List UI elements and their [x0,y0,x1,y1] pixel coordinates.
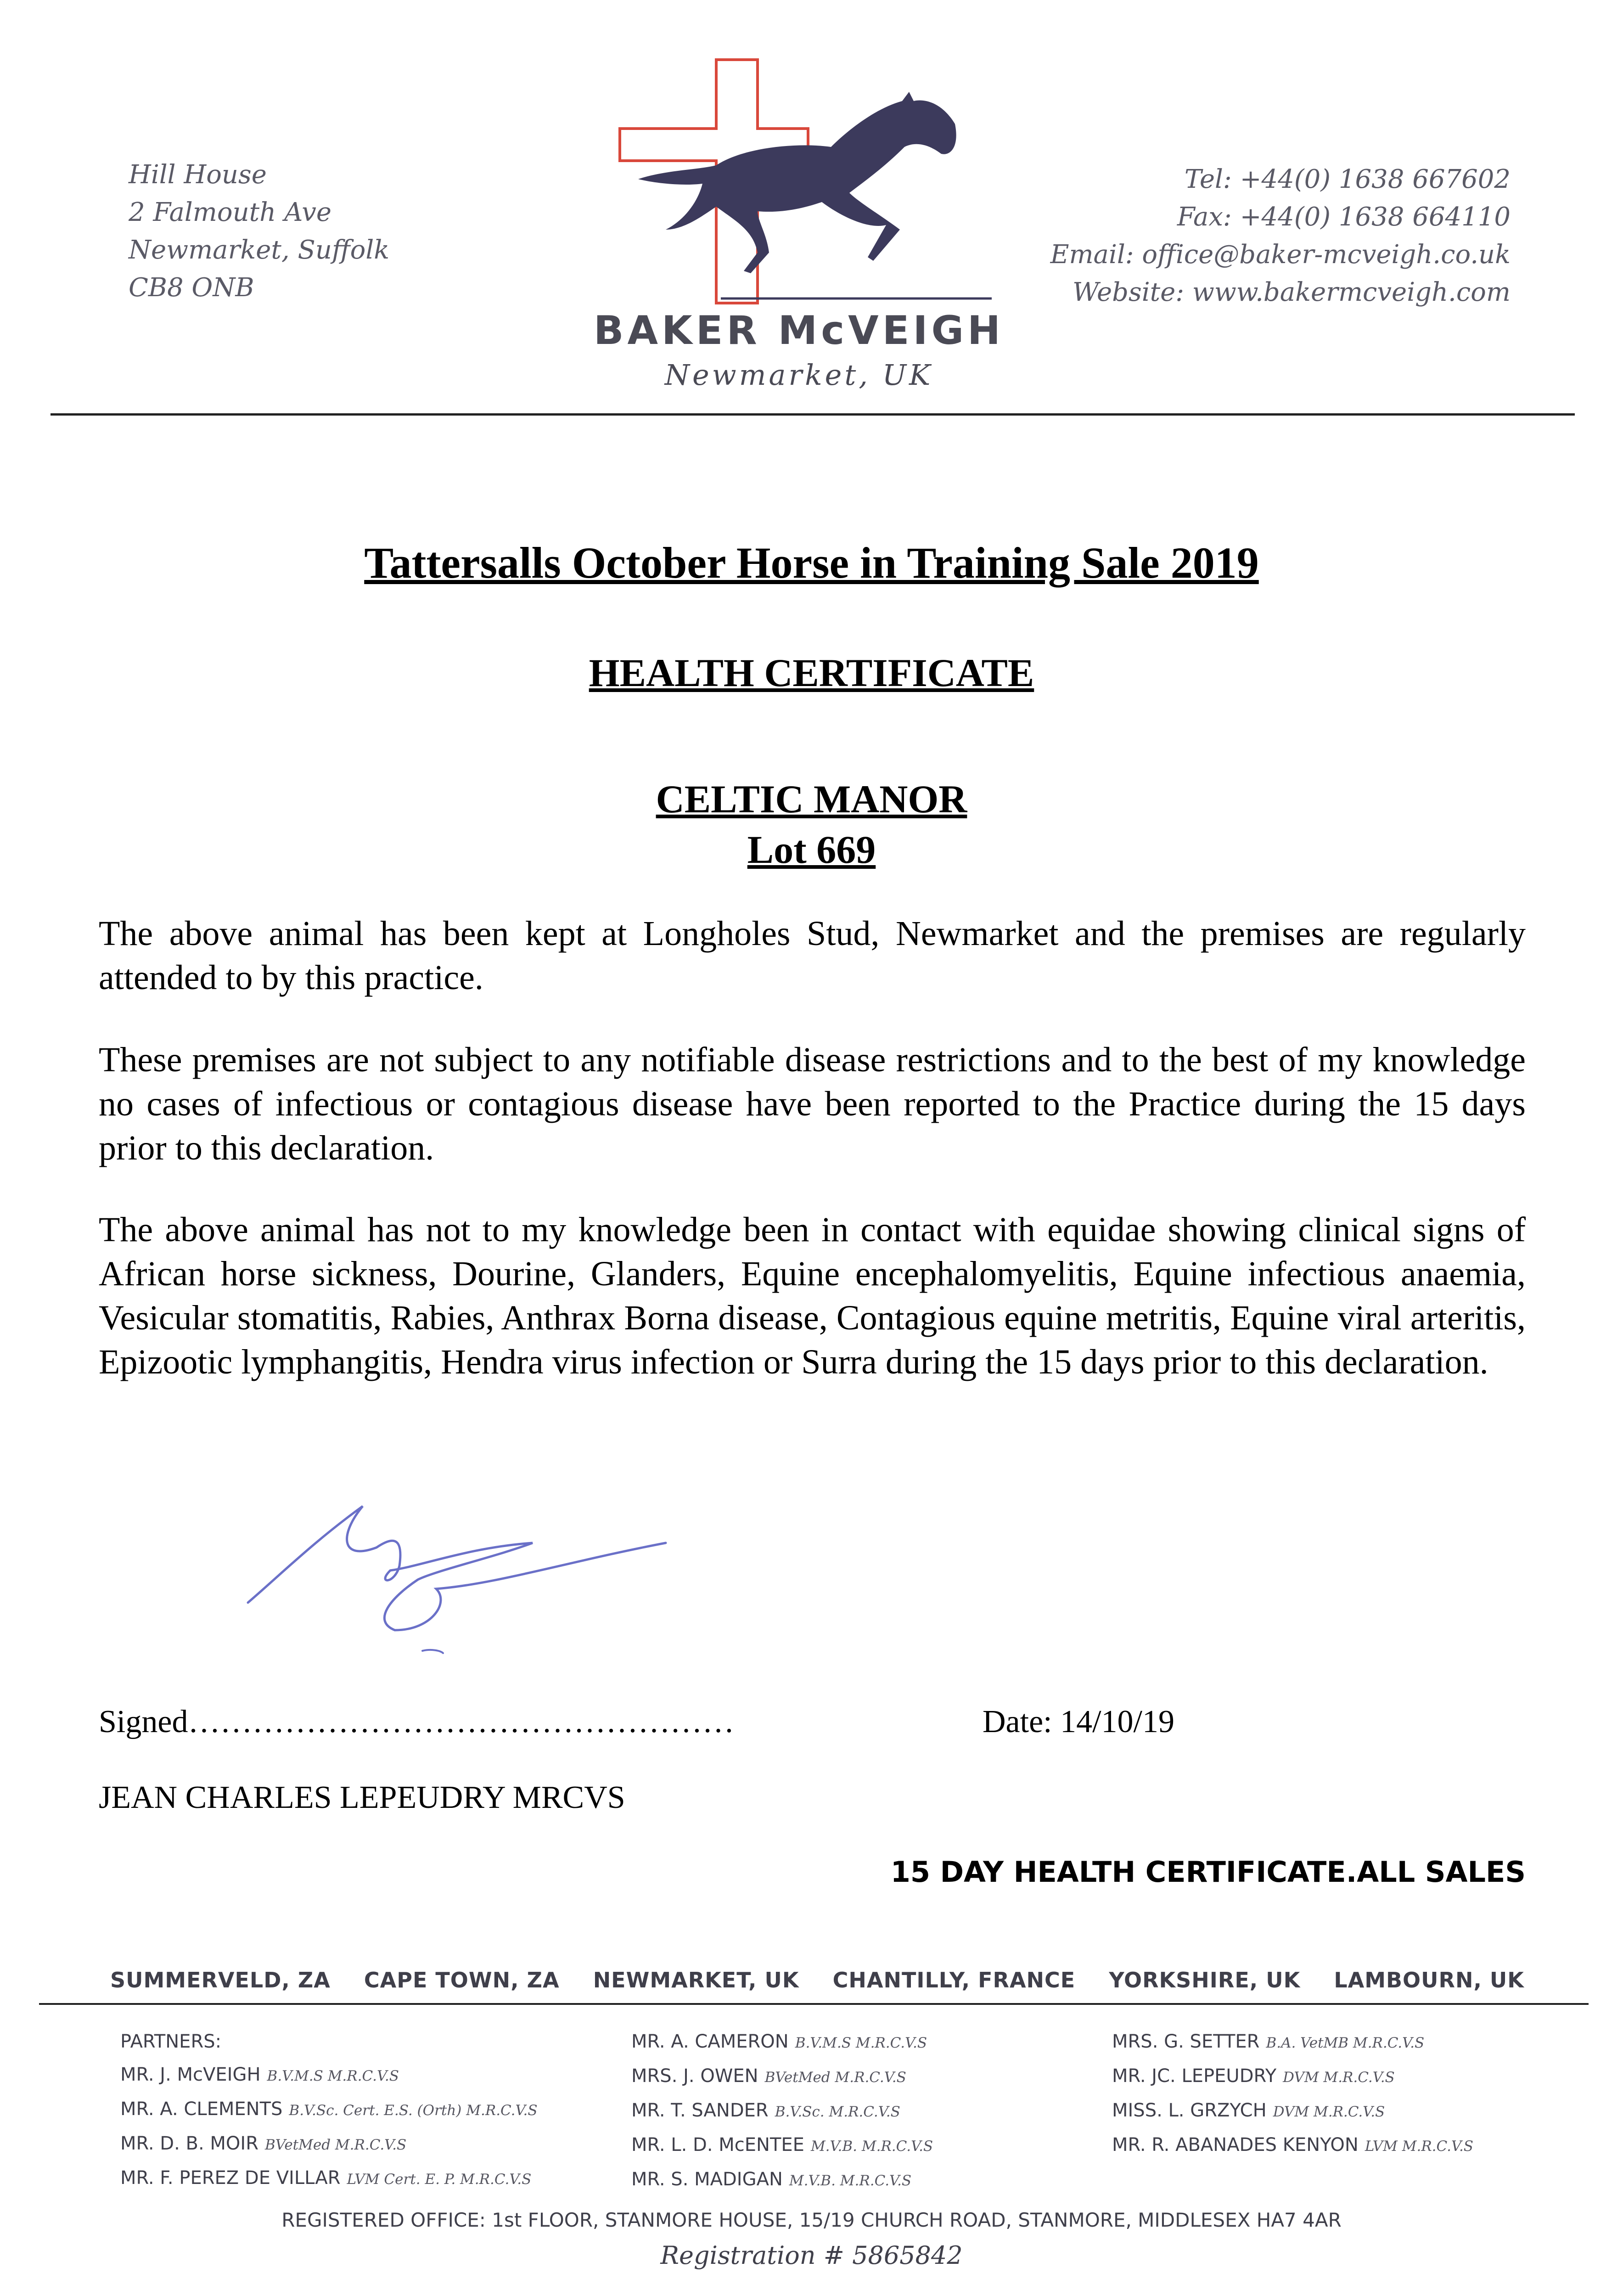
brand-name: BAKER McVEIGH [593,308,1005,354]
lot-number: Lot 669 [747,827,876,872]
certificate-type-note: 15 DAY HEALTH CERTIFICATE.ALL SALES [890,1855,1526,1889]
partner-entry [1112,2025,1473,2060]
partner-qualifications: LVM Cert. E. P. M.R.C.V.S [347,2171,532,2188]
cross-horse-icon [592,55,1005,312]
partner-entry [120,2058,538,2093]
partner-name: MR. T. SANDER [631,2100,769,2121]
partner-qualifications: M.V.B. M.R.C.V.S [810,2138,933,2155]
partner-name: MR. R. ABANADES KENYON [1112,2134,1359,2155]
signatory-name: JEAN CHARLES LEPEUDRY MRCVS [99,1780,625,1815]
partner-qualifications: B.V.M.S M.R.C.V.S [267,2068,399,2084]
declaration-paragraph-2: These premises are not subject to any notifiable disease restrictions and to the best of my knowledge no cases of infectious or contagious disease have been reported to the Practice during the 15 days prior to this declaration. [99,1041,1526,1167]
declaration-paragraph-3: The above animal has not to my knowledge been in contact with equidae showing clinical signs of African horse sickness, Dourine, Glanders, Equine encephalomyelitis, Equine infectious anaemia, Vesicular stomatitis, Rabies, Anthrax Borna disease, Contagious equine metritis, Equine viral arteritis, Epizootic lymphangitis, Hendra virus infection or Surra during the 15 days prior to this declaration. [99,1210,1526,1381]
email-link[interactable]: Email: office@baker-mcveigh.co.uk [1050,240,1511,270]
partner-name: MR. A. CLEMENTS [120,2099,283,2120]
sale-title: Tattersalls October Horse in Training Sale 2019 [364,538,1259,587]
partner-qualifications: BVetMed M.R.C.V.S [764,2069,906,2086]
partner-entry [631,2128,933,2163]
office-location: SUMMERVELD, ZA [110,1968,331,1992]
partner-entry [631,2025,933,2060]
partner-entry [1112,2094,1473,2128]
office-location: NEWMARKET, UK [593,1968,799,1992]
partner-qualifications: LVM M.R.C.V.S [1365,2138,1474,2155]
address-line: Newmarket, Suffolk [129,235,390,265]
partner-name: MR. A. CAMERON [631,2031,789,2052]
registered-office: REGISTERED OFFICE: 1st FLOOR, STANMORE HOUSE, 15/19 CHURCH ROAD, STANMORE, MIDDLESEX HA7 4AR [281,2209,1342,2231]
address-line: CB8 ONB [129,273,254,303]
partner-entry [1112,2128,1473,2163]
practice-address [129,156,389,307]
partner-qualifications: B.V.M.S M.R.C.V.S [795,2035,927,2051]
address-line: 2 Falmouth Ave [129,197,331,227]
partner-name: MRS. G. SETTER [1112,2031,1260,2052]
partner-qualifications: DVM M.R.C.V.S [1273,2104,1385,2120]
partner-entry [120,2161,538,2196]
partner-qualifications: M.V.B. M.R.C.V.S [789,2172,912,2189]
signed-line: Signed…………………………………………… [99,1704,735,1739]
partner-entry [631,2163,933,2197]
office-locations [110,1968,1524,1992]
partner-name: MR. JC. LEPEUDRY [1112,2065,1277,2087]
partner-name: MR. J. McVEIGH [120,2064,261,2085]
signature-image [239,1492,680,1676]
phone-line: Tel: +44(0) 1638 667602 [1184,164,1511,194]
partner-qualifications: BVetMed M.R.C.V.S [265,2137,407,2153]
partner-name: MR. F. PEREZ DE VILLAR [120,2167,341,2189]
partner-name: MR. L. D. McENTEE [631,2134,804,2155]
partner-entry [120,2127,538,2161]
brand-location: Newmarket, UK [664,358,933,392]
partner-qualifications: B.V.Sc. Cert. E.S. (Orth) M.R.C.V.S [289,2102,538,2119]
partner-qualifications: DVM M.R.C.V.S [1283,2069,1395,2086]
partner-entry [1112,2060,1473,2094]
partner-name: MR. D. B. MOIR [120,2133,258,2154]
partners-column-2 [631,2025,933,2197]
partner-name: MISS. L. GRZYCH [1112,2100,1267,2121]
horse-name: CELTIC MANOR [656,777,967,821]
partner-entry [120,2093,538,2127]
registration-number: Registration # 5865842 [660,2241,963,2270]
website-link[interactable]: Website: www.bakermcveigh.com [1072,277,1511,307]
certificate-date: Date: 14/10/19 [983,1704,1174,1739]
practice-contact [1050,161,1511,311]
partner-name: MR. S. MADIGAN [631,2169,783,2190]
partners-label: PARTNERS: [120,2031,222,2052]
partner-qualifications: B.V.Sc. M.R.C.V.S [775,2104,900,2120]
fax-line: Fax: +44(0) 1638 664110 [1177,202,1511,232]
partners-column-3 [1112,2025,1473,2163]
partner-entry [631,2094,933,2128]
address-line: Hill House [129,160,267,190]
office-location: CHANTILLY, FRANCE [832,1968,1076,1992]
partner-entry [631,2060,933,2094]
partner-qualifications: B.A. VetMB M.R.C.V.S [1266,2035,1425,2051]
office-location: LAMBOURN, UK [1334,1968,1524,1992]
declaration-paragraph-1: The above animal has been kept at Longholes Stud, Newmarket and the premises are regularly attended to by this practice. [99,914,1526,997]
office-location: YORKSHIRE, UK [1109,1968,1301,1992]
office-location: CAPE TOWN, ZA [364,1968,560,1992]
certificate-title: HEALTH CERTIFICATE [589,651,1034,695]
partner-name: MRS. J. OWEN [631,2065,758,2087]
footer-divider [39,2003,1589,2005]
header-divider [51,413,1575,416]
partners-column-1 [120,2025,538,2196]
